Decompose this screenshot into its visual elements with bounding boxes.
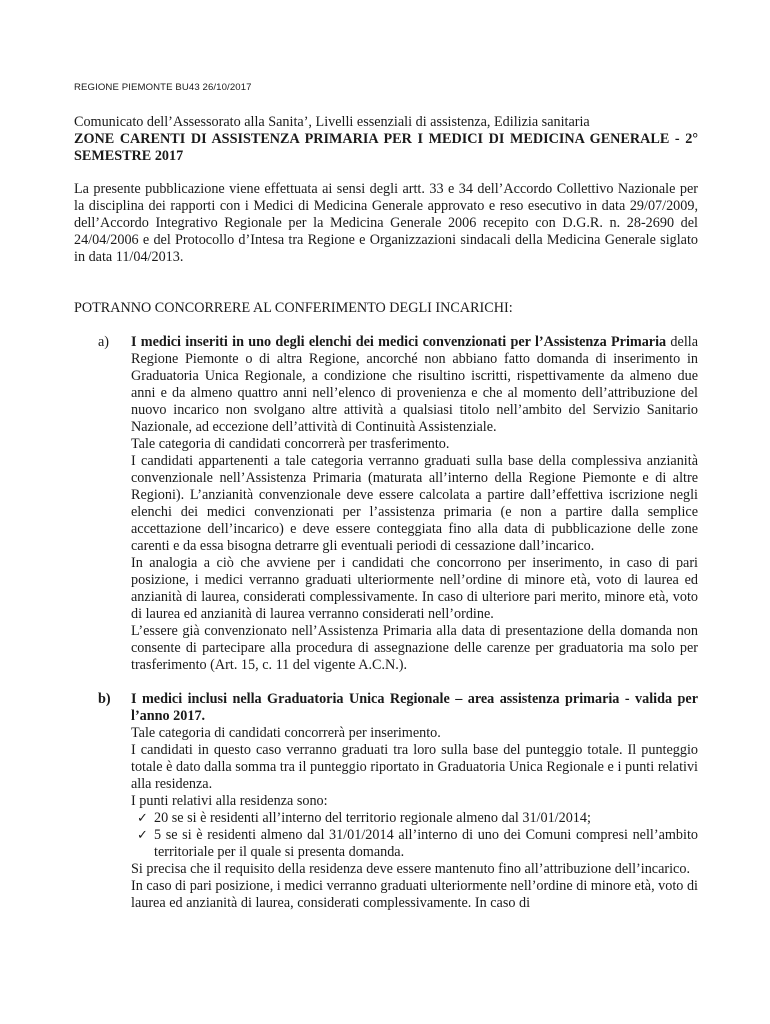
- item-a-paragraph-5: L’essere già convenzionato nell’Assistenza Primaria alla data di presentazione della domanda non consente di partecipare alla procedura di assegnazione delle carenze per graduatoria ma solo per trasferimento (Art. 15, c. 11 del vigente A.C.N.).: [131, 623, 698, 673]
- list-item-b: [74, 691, 698, 912]
- document-title: ZONE CARENTI DI ASSISTENZA PRIMARIA PER I MEDICI DI MEDICINA GENERALE - 2° SEMESTRE 2017: [74, 131, 698, 164]
- item-a-paragraph-4: In analogia a ciò che avviene per i candidati che concorrono per inserimento, in caso di pari posizione, i medici verranno graduati ulteriormente nell’ordine di minore età, voto di laurea ed anzianità di laurea, considerati complessivamente. In caso di ulteriore pari merito, minore età, voto di laurea ed anzianità di laurea verranno considerati nell’ordine.: [131, 555, 698, 622]
- item-a-paragraph-3: I candidati appartenenti a tale categoria verranno graduati sulla base della complessiva anzianità convenzionale nell’Assistenza Primaria (maturata all’interno della Regione Piemonte e di altre Regioni). L’anzianità convenzionale deve essere calcolata a partire dall’effettiva iscrizione negli elenchi dei medici convenzionati per l’assistenza primaria (e non a partire dalla semplice accettazione dell’incarico) e deve essere conteggiata fino alla data di pubblicazione delle zone carenti e da essa bisogna detrarre gli eventuali periodi di cessazione dall’incarico.: [131, 453, 698, 554]
- residence-point-1: [131, 810, 698, 827]
- check-icon: ✓: [137, 811, 148, 826]
- bulletin-header: REGIONE PIEMONTE BU43 26/10/2017: [74, 82, 252, 93]
- section-heading: POTRANNO CONCORRERE AL CONFERIMENTO DEGLI INCARICHI:: [74, 300, 513, 316]
- check-icon: ✓: [137, 828, 148, 843]
- item-letter-a: a): [98, 334, 110, 350]
- item-b-paragraph-1: Tale categoria di candidati concorrerà per inserimento.: [131, 725, 441, 741]
- item-b-paragraph-5: In caso di pari posizione, i medici verranno graduati ulteriormente nell’ordine di minore età, voto di laurea ed anzianità di laurea, considerati complessivamente. In caso di: [131, 878, 698, 911]
- residence-point-2: [131, 827, 698, 861]
- residence-point-1-text: 20 se si è residenti all’interno del territorio regionale almeno dal 31/01/2014;: [154, 810, 591, 826]
- item-b-heading: I medici inclusi nella Graduatoria Unica Regionale – area assistenza primaria - valida per l’anno 2017.: [131, 691, 698, 724]
- document-subtitle: Comunicato dell’Assessorato alla Sanita’, Livelli essenziali di assistenza, Edilizia sanitaria: [74, 114, 590, 130]
- item-letter-b: b): [98, 691, 111, 707]
- item-a-lead-bold: I medici inseriti in uno degli elenchi dei medici convenzionati per l’Assistenza Primaria: [131, 334, 667, 350]
- residence-point-2-text: 5 se si è residenti almeno dal 31/01/2014 all’interno di uno dei Comuni compresi nell’ambito territoriale per il quale si presenta domanda.: [154, 827, 698, 860]
- item-a-paragraph-2: Tale categoria di candidati concorrerà per trasferimento.: [131, 436, 450, 452]
- item-a-lead: [131, 334, 698, 436]
- residence-points-list: [131, 810, 698, 861]
- list-item-a: [74, 334, 698, 674]
- item-b-paragraph-2: I candidati in questo caso verranno graduati tra loro sulla base del punteggio totale. Il punteggio totale è dato dalla somma tra il punteggio riportato in Graduatoria Unica Regionale e i punti relativi alla residenza.: [131, 742, 698, 792]
- item-b-paragraph-3: I punti relativi alla residenza sono:: [131, 793, 328, 809]
- document-page: [74, 82, 698, 912]
- item-a-lead-rest: della Regione Piemonte o di altra Regione, ancorché non abbiano fatto domanda di inserimento in Graduatoria Unica Regionale, a condizione che risultino iscritti, rispettivamente da almeno due anni e da almeno quattro anni nell’elenco di provenienza e che al momento dell’attribuzione del nuovo incarico non svolgano altre attività a qualsiasi titolo nell’ambito del Servizio Sanitario Nazionale, ad eccezione dell’attività di Continuità Assistenziale.: [131, 334, 699, 435]
- item-b-paragraph-4: Si precisa che il requisito della residenza deve essere mantenuto fino all’attribuzione dell’incarico.: [131, 861, 690, 877]
- intro-paragraph: La presente pubblicazione viene effettuata ai sensi degli artt. 33 e 34 dell’Accordo Collettivo Nazionale per la disciplina dei rapporti con i Medici di Medicina Generale approvato e reso esecutivo in data 29/07/2009, dell’Accordo Integrativo Regionale per la Medicina Generale 2006 recepito con D.G.R. n. 28-2690 del 24/04/2006 e del Protocollo d’Intesa tra Regione e Organizzazioni sindacali della Medicina Generale siglato in data 11/04/2013.: [74, 181, 698, 265]
